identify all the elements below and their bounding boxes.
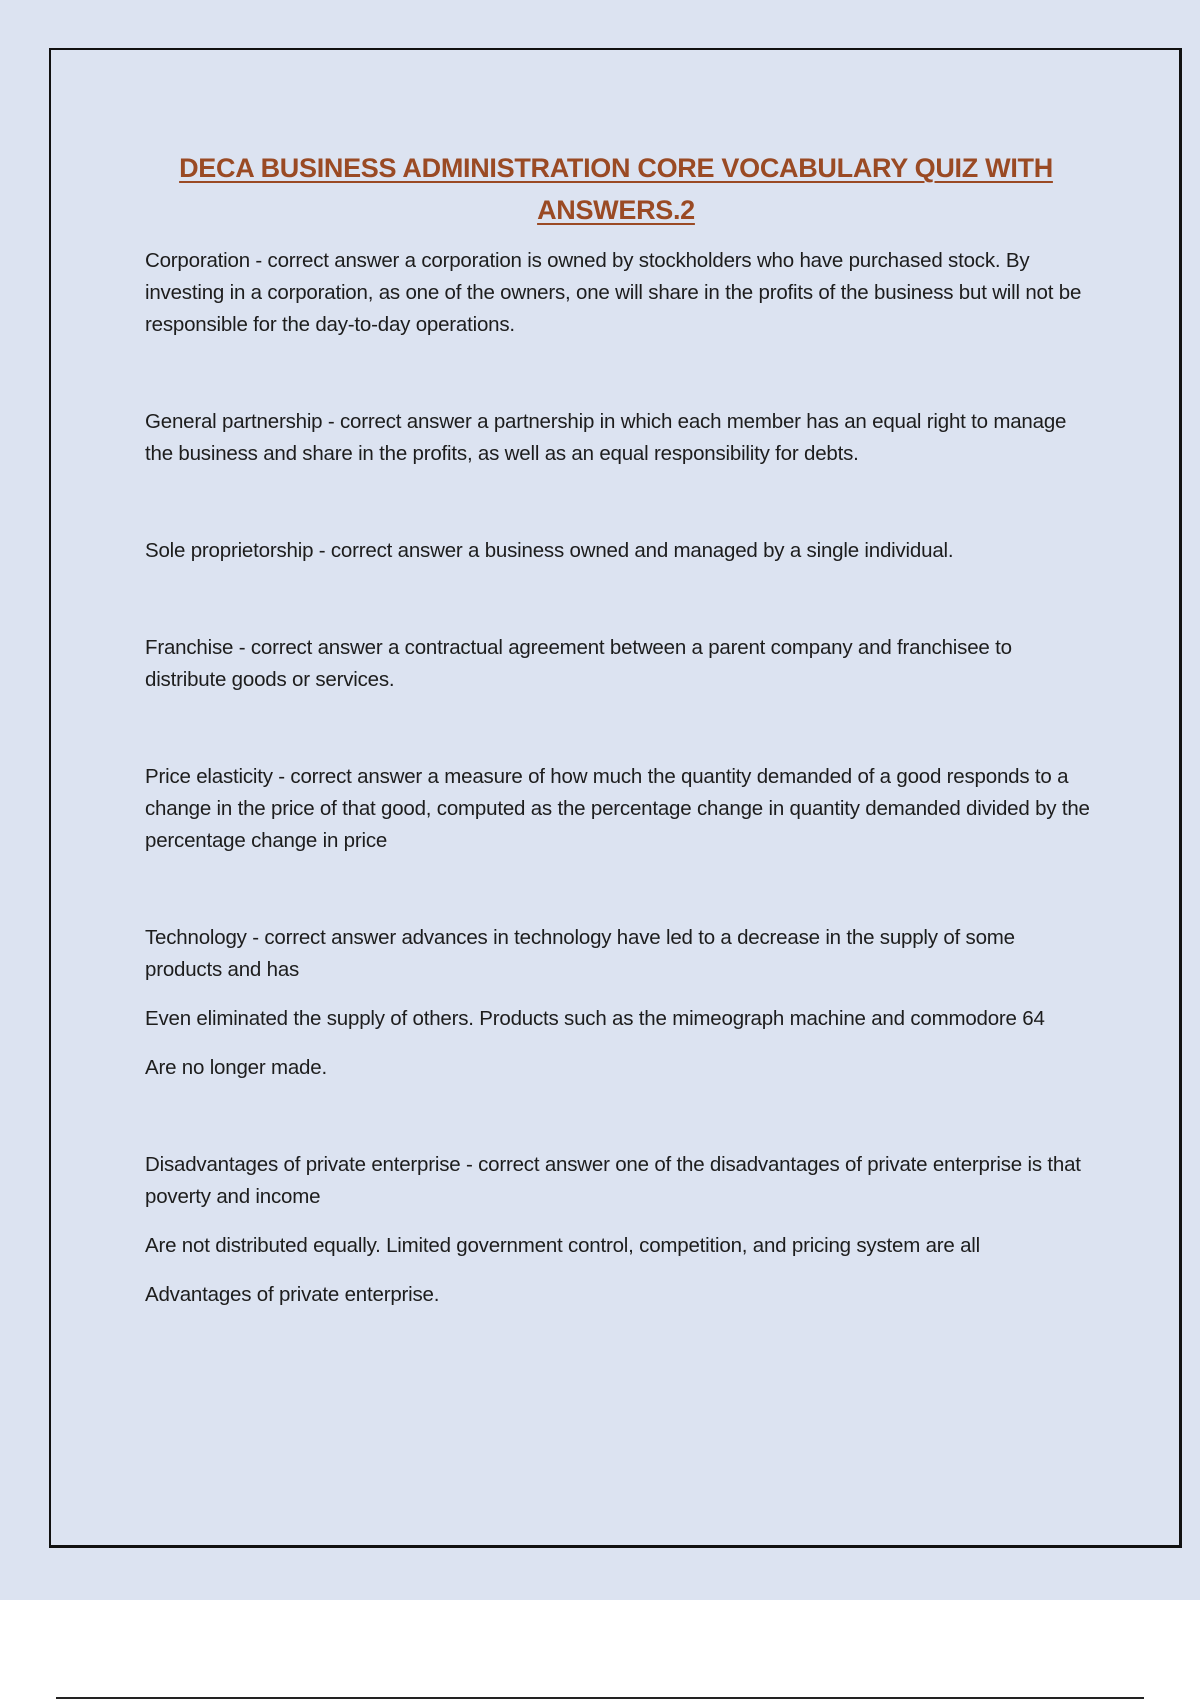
- paragraph-technology-end: Are no longer made.: [145, 1056, 327, 1079]
- paragraph-technology-continued: Even eliminated the supply of others. Products such as the mimeograph machine and commodore 64: [145, 1007, 1045, 1030]
- paragraph-corporation: Corporation - correct answer a corporation is owned by stockholders who have purchased stock. By investing in a corporation, as one of the owners, one will share in the profits of the business but will not be responsible for the day-to-day operations.: [145, 249, 1082, 336]
- footer-divider: [56, 1697, 1144, 1699]
- paragraph-franchise: Franchise - correct answer a contractual agreement between a parent company and franchisee to distribute goods or services.: [145, 636, 1012, 691]
- paragraph-advantages-private-enterprise: Advantages of private enterprise.: [145, 1283, 440, 1306]
- paragraph-disadvantages-private-enterprise: Disadvantages of private enterprise - correct answer one of the disadvantages of private enterprise is that poverty and income: [145, 1153, 1081, 1208]
- paragraph-price-elasticity: Price elasticity - correct answer a measure of how much the quantity demanded of a good responds to a change in the price of that good, computed as the percentage change in quantity demanded divided by the percentage change in price: [145, 765, 1090, 852]
- document-title: DECA BUSINESS ADMINISTRATION CORE VOCABULARY QUIZ WITH ANSWERS.2: [179, 153, 1053, 225]
- paragraph-general-partnership: General partnership - correct answer a partnership in which each member has an equal right to manage the business and share in the profits, as well as an equal responsibility for debts.: [145, 410, 1067, 465]
- paragraph-sole-proprietorship: Sole proprietorship - correct answer a business owned and managed by a single individual.: [145, 539, 954, 562]
- paragraph-disadvantages-continued: Are not distributed equally. Limited government control, competition, and pricing system are all: [145, 1234, 981, 1257]
- paragraph-technology: Technology - correct answer advances in technology have led to a decrease in the supply of some products and has: [145, 926, 1015, 981]
- document-body: [145, 245, 1090, 1311]
